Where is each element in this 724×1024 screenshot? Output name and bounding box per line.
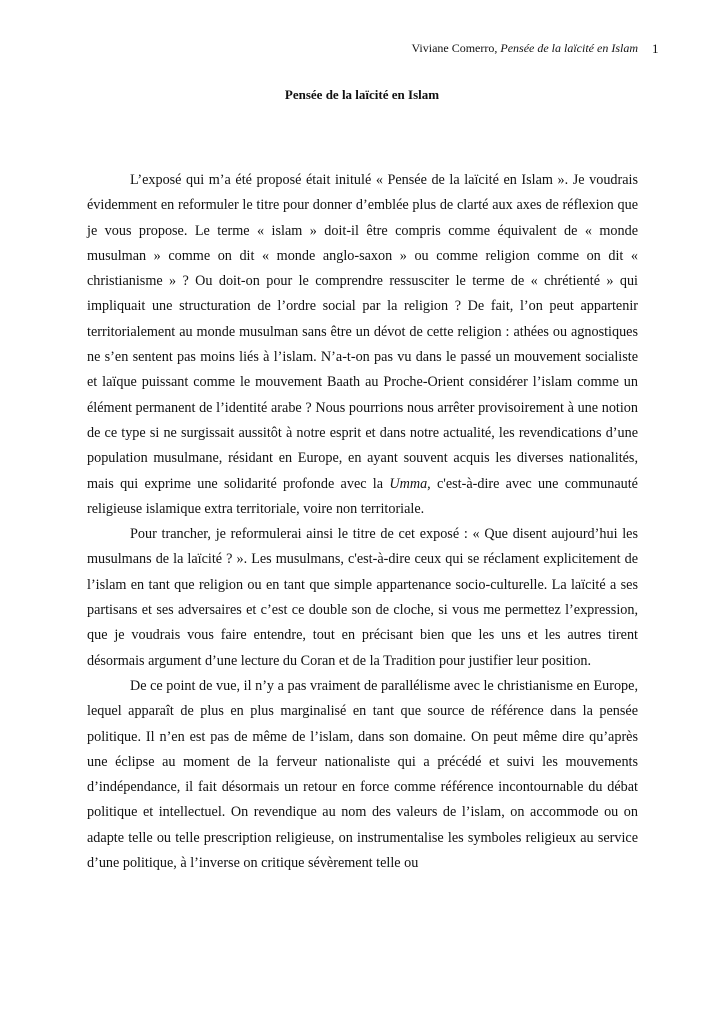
document-title: Pensée de la laïcité en Islam xyxy=(284,87,440,102)
paragraph-3: De ce point de vue, il n’y a pas vraiment de parallélisme avec le christianisme en Europe, lequel apparaît de plus en plus marginalisé en tant que source de référence dans la pensée politique. Il n’en est pas de même de l’islam, dans son domaine. On peut même dire qu’après une éclipse au moment de la ferveur nationaliste qui a précédé et suivi les mouvements d’indépendance, il fait désormais un retour en force comme référence incontournable du débat politique et intellectuel. On revendique au nom des valeurs de l’islam, on accommode ou on adapte telle ou telle prescription religieuse, on instrumentalise les symboles religieux au service d’une politique, à l’inverse on critique sévèrement telle ou xyxy=(87,677,638,872)
page-number: 1 xyxy=(652,41,659,56)
paragraph-2: Pour trancher, je reformulerai ainsi le titre de cet exposé : « Que disent aujourd’hui les musulmans de la laïcité ? ». Les musulmans, c'est-à-dire ceux qui se réclament explicitement de l’islam en tant que religion ou en tant que simple appartenance socio-culturelle. La laïcité a ses partisans et ses adversaires et c’est ce double son de cloche, si vous me permettez l’expression, que je voudrais vous faire entendre, tout en précisant bien que les uns et les autres tirent désormais argument d’une lecture du Coran et de la Tradition pour justifier leur position. xyxy=(87,526,638,669)
header-work-title: Pensée de la laïcité en Islam xyxy=(500,41,638,55)
paragraph-1-text-end: , c'est-à-dire avec une communauté religieuse islamique extra territoriale, voire non territoriale. xyxy=(87,475,638,517)
document-body xyxy=(87,168,638,876)
paragraph-1 xyxy=(87,168,638,522)
header-author: Viviane Comerro, xyxy=(411,41,498,55)
paragraph-1-text: L’exposé qui m’a été proposé était initulé « Pensée de la laïcité en Islam ». Je voudrais évidemment en reformuler le titre pour donner d’emblée plus de clarté aux axes de réflexion que je vous propose. Le terme « islam » doit-il être compris comme équivalent de « monde musulman » comme on dit « monde anglo-saxon » ou comme religion comme on dit « christianisme » ? Ou doit-on pour le comprendre ressusciter le terme de « chrétienté » qui impliquait une structuration de l’ordre social par la religion ? De fait, l’on peut appartenir territorialement au monde musulman sans être un dévot de cette religion : athées ou agnostiques ne s’en sentent pas moins liés à l’islam. N’a-t-on pas vu dans le passé un mouvement socialiste et laïque puissant comme le mouvement Baath au Proche-Orient considérer l’islam comme un élément permanent de l’identité arabe ? Nous pourrions nous arrêter provisoirement à une notion de ce type si ne surgissait aussitôt à notre esprit et dans notre actualité, les revendications d’une population musulmane, résidant en Europe, en ayant souvent acquis les diverses nationalités, mais qui exprime une solidarité profonde avec la xyxy=(87,172,638,492)
paragraph-1-italic-term: Umma xyxy=(389,475,428,492)
running-header xyxy=(411,40,638,56)
